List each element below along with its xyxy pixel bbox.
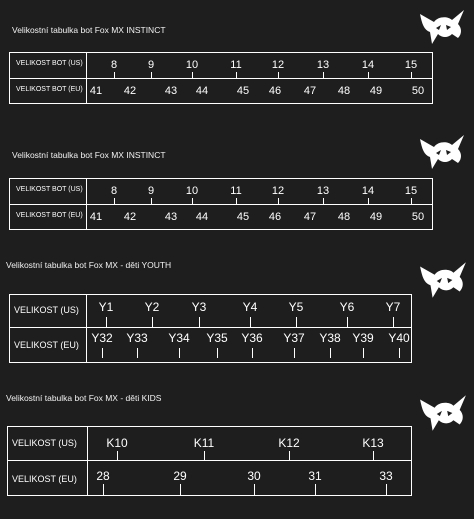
us-size-tick bbox=[192, 198, 193, 204]
eu-size: Y32 bbox=[91, 331, 113, 345]
us-size: Y3 bbox=[191, 300, 207, 314]
eu-size: 47 bbox=[303, 211, 317, 223]
fox-head-logo-icon bbox=[418, 8, 466, 46]
eu-size: 42 bbox=[123, 85, 137, 97]
eu-size: 49 bbox=[369, 85, 383, 97]
us-size: 14 bbox=[361, 185, 375, 197]
row-label-eu: VELIKOST BOT (EU) bbox=[16, 86, 83, 93]
us-size: 15 bbox=[404, 59, 418, 71]
us-size: Y5 bbox=[288, 300, 304, 314]
eu-size: 28 bbox=[96, 469, 110, 483]
us-size-tick bbox=[373, 451, 374, 460]
us-size: Y7 bbox=[385, 300, 401, 314]
us-size: 9 bbox=[147, 59, 155, 71]
eu-size: Y38 bbox=[319, 331, 341, 345]
eu-size-tick bbox=[315, 484, 316, 495]
us-size-tick bbox=[368, 72, 369, 78]
eu-size-tick bbox=[179, 348, 180, 358]
us-size: 12 bbox=[271, 59, 285, 71]
chart-title-youth: Velikostní tabulka bot Fox MX - děti YOUTH bbox=[6, 260, 172, 270]
eu-size: 50 bbox=[411, 211, 425, 223]
us-size: 12 bbox=[271, 185, 285, 197]
eu-size: 29 bbox=[173, 469, 187, 483]
us-size-tick bbox=[151, 198, 152, 204]
us-size: 13 bbox=[316, 185, 330, 197]
eu-size: Y39 bbox=[352, 331, 374, 345]
eu-size: 47 bbox=[303, 85, 317, 97]
us-size-tick bbox=[347, 317, 348, 327]
eu-size-tick bbox=[363, 348, 364, 358]
eu-size: Y33 bbox=[126, 331, 148, 345]
eu-size: 50 bbox=[411, 85, 425, 97]
eu-size: 45 bbox=[236, 211, 250, 223]
us-size: K11 bbox=[193, 436, 215, 450]
us-size-tick bbox=[114, 72, 115, 78]
eu-size: Y40 bbox=[388, 331, 410, 345]
us-size-tick bbox=[106, 317, 107, 327]
us-size: 11 bbox=[230, 59, 242, 71]
eu-size: 46 bbox=[268, 85, 282, 97]
eu-size-tick bbox=[386, 484, 387, 495]
us-size: 13 bbox=[316, 59, 330, 71]
us-size: Y2 bbox=[144, 300, 160, 314]
row-label-us: VELIKOST (US) bbox=[14, 305, 79, 315]
eu-size: 48 bbox=[337, 211, 351, 223]
us-size: 10 bbox=[185, 59, 199, 71]
us-size: K12 bbox=[278, 436, 300, 450]
eu-size-tick bbox=[294, 348, 295, 358]
eu-size-tick bbox=[103, 484, 104, 495]
eu-size-tick bbox=[102, 348, 103, 358]
eu-size: 42 bbox=[123, 211, 137, 223]
us-size: 8 bbox=[110, 185, 118, 197]
us-size-tick bbox=[152, 317, 153, 327]
us-size: K10 bbox=[106, 436, 128, 450]
eu-size-tick bbox=[180, 484, 181, 495]
us-size-tick bbox=[278, 198, 279, 204]
us-size-tick bbox=[250, 317, 251, 327]
us-size: 15 bbox=[404, 185, 418, 197]
us-size-tick bbox=[323, 72, 324, 78]
us-size: Y1 bbox=[98, 300, 114, 314]
row-label-us: VELIKOST BOT (US) bbox=[16, 60, 83, 67]
us-size: 8 bbox=[110, 59, 118, 71]
chart-title-instinct-1: Velikostní tabulka bot Fox MX INSTINCT bbox=[12, 25, 166, 35]
size-table-instinct-2 bbox=[9, 178, 433, 230]
us-size-tick bbox=[199, 317, 200, 327]
eu-size: 45 bbox=[236, 85, 250, 97]
us-size: 14 bbox=[361, 59, 375, 71]
eu-size: Y37 bbox=[283, 331, 305, 345]
eu-size: Y35 bbox=[206, 331, 228, 345]
eu-size-tick bbox=[137, 348, 138, 358]
us-size: Y6 bbox=[339, 300, 355, 314]
row-label-eu: VELIKOST (EU) bbox=[14, 340, 79, 350]
row-label-eu: VELIKOST BOT (EU) bbox=[16, 212, 83, 219]
eu-size: 48 bbox=[337, 85, 351, 97]
eu-size: 44 bbox=[195, 211, 209, 223]
eu-size: 41 bbox=[89, 85, 103, 97]
eu-size: 31 bbox=[308, 469, 322, 483]
us-size-tick bbox=[204, 451, 205, 460]
us-size-tick bbox=[151, 72, 152, 78]
us-size-tick bbox=[278, 72, 279, 78]
us-size: 11 bbox=[230, 185, 242, 197]
eu-size: Y36 bbox=[241, 331, 263, 345]
eu-size-tick bbox=[252, 348, 253, 358]
us-size-tick bbox=[289, 451, 290, 460]
fox-head-logo-icon bbox=[418, 260, 468, 300]
us-size: 10 bbox=[185, 185, 199, 197]
eu-size: 43 bbox=[164, 211, 178, 223]
us-size: K13 bbox=[362, 436, 384, 450]
us-size-tick bbox=[411, 198, 412, 204]
eu-size: 41 bbox=[89, 211, 103, 223]
size-table-kids bbox=[7, 426, 412, 496]
us-size-tick bbox=[393, 317, 394, 327]
us-size-tick bbox=[411, 72, 412, 78]
eu-size-tick bbox=[399, 348, 400, 358]
fox-head-logo-icon bbox=[418, 393, 468, 433]
eu-size-tick bbox=[330, 348, 331, 358]
us-size: 9 bbox=[147, 185, 155, 197]
us-size-tick bbox=[236, 72, 237, 78]
us-size-tick bbox=[368, 198, 369, 204]
us-size-tick bbox=[323, 198, 324, 204]
eu-size: Y34 bbox=[168, 331, 190, 345]
chart-title-kids: Velikostní tabulka bot Fox MX - děti KIDS bbox=[6, 393, 162, 403]
chart-title-instinct-2: Velikostní tabulka bot Fox MX INSTINCT bbox=[12, 150, 166, 160]
us-size-tick bbox=[236, 198, 237, 204]
size-table-instinct-1 bbox=[9, 52, 433, 104]
eu-size-tick bbox=[254, 484, 255, 495]
eu-size: 43 bbox=[164, 85, 178, 97]
row-label-us: VELIKOST BOT (US) bbox=[16, 186, 83, 193]
eu-size: 33 bbox=[379, 469, 393, 483]
eu-size: 30 bbox=[247, 469, 261, 483]
us-size-tick bbox=[117, 451, 118, 460]
us-size-tick bbox=[296, 317, 297, 327]
eu-size: 46 bbox=[268, 211, 282, 223]
eu-size: 44 bbox=[195, 85, 209, 97]
row-label-us: VELIKOST (US) bbox=[12, 438, 77, 448]
eu-size: 49 bbox=[369, 211, 383, 223]
fox-head-logo-icon bbox=[418, 133, 466, 171]
row-label-eu: VELIKOST (EU) bbox=[12, 474, 77, 484]
us-size-tick bbox=[114, 198, 115, 204]
us-size: Y4 bbox=[242, 300, 258, 314]
us-size-tick bbox=[192, 72, 193, 78]
eu-size-tick bbox=[217, 348, 218, 358]
size-table-youth bbox=[9, 294, 412, 363]
